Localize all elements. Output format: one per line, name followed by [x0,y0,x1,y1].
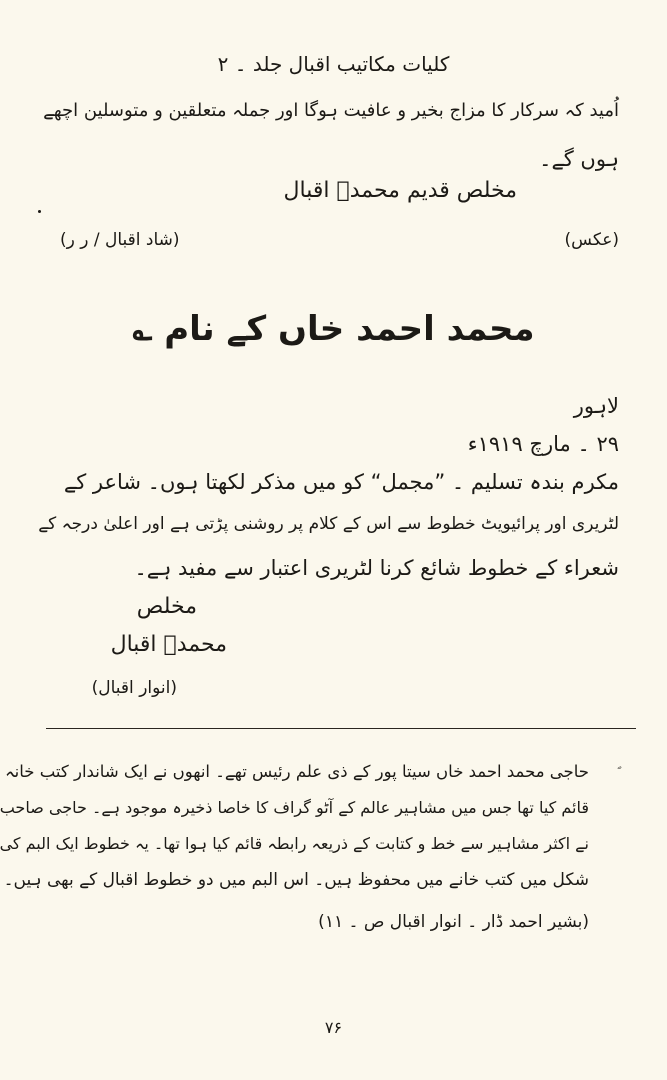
running-header: کلیات مکاتیب اقبال جلد ۔ ۲ [217,52,450,76]
section-title: محمد احمد خاں کے نام ؎ [132,309,535,349]
footnote-line-4: شکل میں کتب خانے میں محفوظ ہیں۔ اس البم میں دو خطوط اقبال کے بھی ہیں۔ [3,870,589,890]
letter-line-2: لٹریری اور پرائیویٹ خطوط سے اس کے کلام پر روشنی پڑتی ہے اور اعلیٰ درجہ کے [38,514,619,534]
prev-letter-signature: مخلص قدیم محمدؐ اقبال [283,178,517,203]
footnote-line-2: قائم کیا تھا جس میں مشاہیر عالم کے آٹو گراف کا خاصا ذخیرہ موجود ہے۔ حاجی صاحب [0,798,589,817]
letter-date: ۲۹ ۔ مارچ ۱۹۱۹ء [467,432,619,456]
letter-line-3: شعراء کے خطوط شائع کرنا لٹریری اعتبار سے مفید ہے۔ [134,556,619,580]
letter-source: (انوار اقبال) [91,678,177,698]
prev-letter-image-note: (عکس) [564,230,619,250]
prev-letter-line-1: اُمید کہ سرکار کا مزاج بخیر و عافیت ہوگا اور جملہ متعلقین و متوسلین اچھے [43,100,619,121]
page-number: ۷۶ [324,1018,343,1037]
footnote-line-3: نے اکثر مشاہیر سے خط و کتابت کے ذریعہ رابطہ قائم کیا ہوا تھا۔ یہ خطوط ایک البم کی [0,834,589,853]
prev-letter-source: (شاد اقبال / ر ر) [60,230,180,250]
letter-closing: مخلص [136,594,197,619]
footnote-source: (بشیر احمد ڈار ۔ انوار اقبال ص ۔ ۱۱) [318,912,589,932]
footnote-divider [46,728,636,729]
letter-line-1: مکرم بندہ تسلیم ۔ ”مجمل“ کو میں مذکر لکھتا ہوں۔ شاعر کے [63,470,619,494]
letter-signature: محمدؐ اقبال [110,632,227,657]
footnote-line-1: حاجی محمد احمد خاں سیتا پور کے ذی علم رئیس تھے۔ انھوں نے ایک شاندار کتب خانہ [4,762,589,781]
ink-dot [38,210,41,213]
prev-letter-line-2: ہوں گے۔ [539,147,619,171]
letter-place: لاہور [573,394,619,418]
